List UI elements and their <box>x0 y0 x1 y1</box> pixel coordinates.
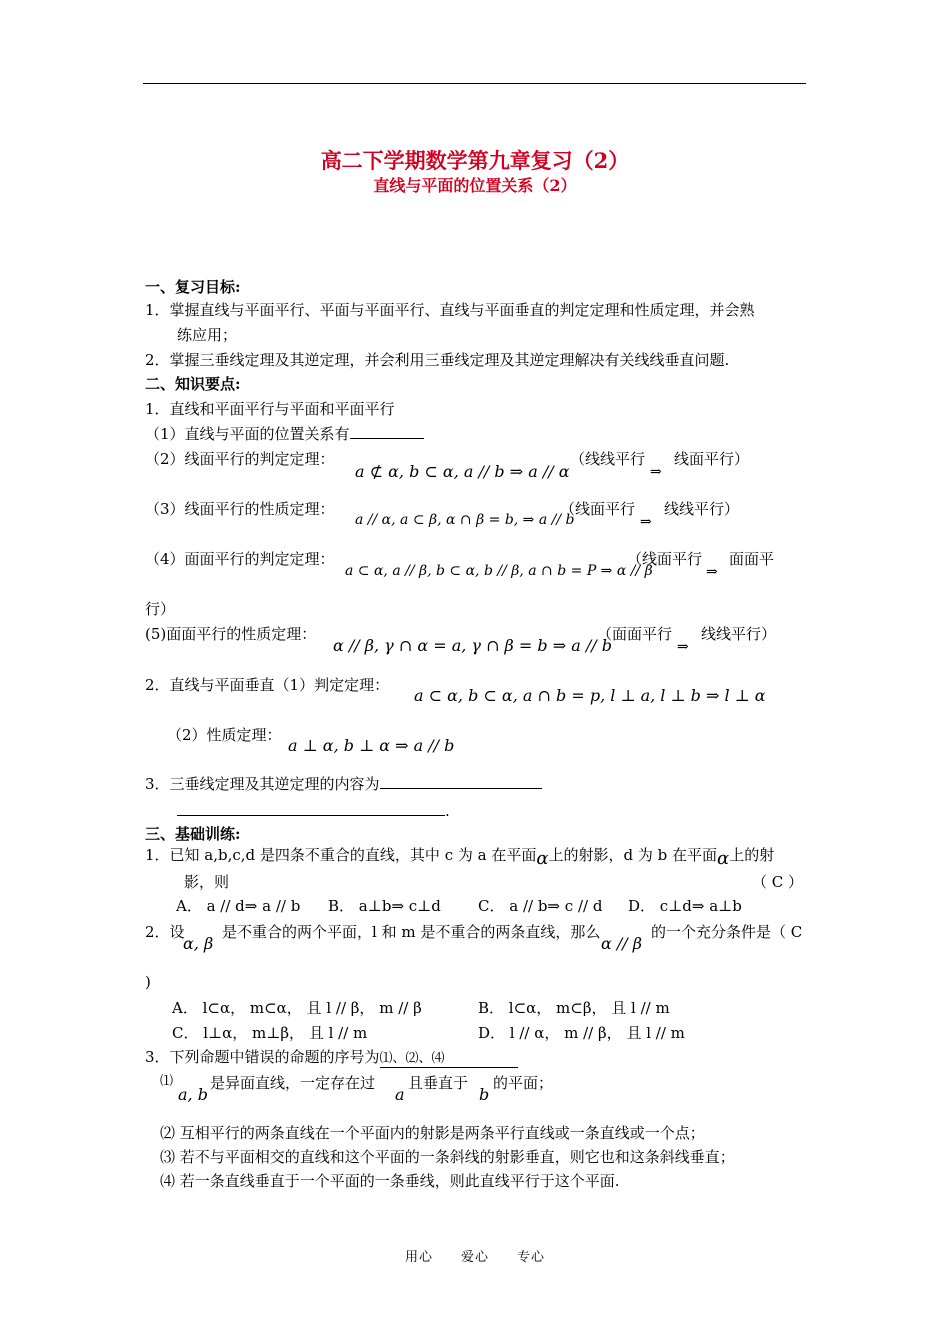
q1-option-b: B． a⊥b⇒ c⊥d <box>328 897 441 915</box>
q2-option-c: C． l⊥α， m⊥β， 且 l // m <box>172 1024 368 1042</box>
header-rule <box>143 83 806 84</box>
blank-line <box>380 787 542 789</box>
topic-1-4-note-b: 面面平 <box>729 550 775 568</box>
q3-1-text-b: 且垂直于 <box>408 1074 469 1092</box>
q1-text-c: 上的射 <box>729 846 775 864</box>
page-title: 高二下学期数学第九章复习（2） <box>320 148 630 173</box>
goal-2: 2．掌握三垂线定理及其逆定理，并会利用三垂线定理及其逆定理解决有关线线垂直问题. <box>145 351 730 369</box>
q1-option-c: C． a // b⇒ c // d <box>478 897 603 915</box>
alpha-symbol: α <box>536 848 549 869</box>
goal-1-line-1: 1．掌握直线与平面平行、平面与平面平行、直线与平面垂直的判定定理和性质定理，并会熟 <box>145 301 755 319</box>
blank-line <box>177 814 445 816</box>
topic-1-4-wrap: 行） <box>145 600 176 618</box>
blank-line <box>350 437 424 439</box>
q3-text: 3．下列命题中错误的命题的序号为 <box>145 1048 380 1066</box>
question-3 <box>145 1048 518 1068</box>
page-subtitle: 直线与平面的位置关系（2） <box>373 176 577 195</box>
topic-1-2-note-b: 线面平行） <box>674 450 750 468</box>
question-2-text-a: 2．设 <box>145 923 185 941</box>
topic-2-2-formula: a ⊥ α, b ⊥ α ⇒ a // b <box>288 736 455 755</box>
question-2-close: ) <box>145 973 151 991</box>
footer-text: 专心 <box>517 1250 546 1265</box>
topic-1-3-formula: a // α, a ⊂ β, α ∩ β = b, ⇒ a // b <box>355 512 575 528</box>
topic-3-line-2 <box>177 802 450 820</box>
question-1-line-1 <box>145 846 774 870</box>
q3-statement-3: ⑶ 若不与平面相交的直线和这个平面的一条斜线的射影垂直，则它也和这条斜线垂直； <box>160 1148 735 1166</box>
q3-answer: ⑴、⑵、⑷ <box>380 1051 518 1068</box>
topic-1-4-formula: a ⊂ α, a // β, b ⊂ α, b // β, a ∩ b = P ⇒ α // β <box>345 563 653 579</box>
q3-statement-4: ⑷ 若一条直线垂直于一个平面的一条垂线，则此直线平行于这个平面. <box>160 1172 620 1190</box>
implies-icon: ⇒ <box>677 639 689 655</box>
section-3-heading: 三、基础训练: <box>145 825 241 843</box>
topic-1-1 <box>145 425 424 443</box>
topic-2-2-label: （2）性质定理： <box>167 726 282 744</box>
topic-1-2-formula: a ⊄ α, b ⊂ α, a // b ⇒ a // α <box>355 462 570 481</box>
page-footer <box>0 1250 950 1266</box>
topic-1-5-label: (5)面面平行的性质定理： <box>145 625 317 643</box>
topic-2-formula: a ⊂ α, b ⊂ α, a ∩ b = p, l ⊥ a, l ⊥ b ⇒ l ⊥ α <box>414 686 766 705</box>
section-1-heading: 一、复习目标: <box>145 278 241 296</box>
topic-1-4-label: （4）面面平行的判定定理： <box>145 550 335 568</box>
topic-1-3-note-b: 线线平行） <box>664 500 740 518</box>
q3-1-var-a: a <box>395 1085 405 1104</box>
section-2-heading: 二、知识要点: <box>145 375 241 393</box>
topic-3-label: 3．三垂线定理及其逆定理的内容为 <box>145 775 380 793</box>
q3-1-number: ⑴ <box>160 1074 174 1089</box>
goal-1-line-2: 练应用； <box>177 326 238 344</box>
topic-1-5-formula: α // β, γ ∩ α = a, γ ∩ β = b ⇒ a // b <box>333 636 612 655</box>
alpha-symbol: α <box>717 848 730 869</box>
implies-icon: ⇒ <box>640 514 652 530</box>
topic-1-2-note-a: （线线平行 <box>570 450 646 468</box>
topic-1-3-note-a: （线面平行 <box>560 500 636 518</box>
implies-icon: ⇒ <box>650 464 662 480</box>
question-1-line-2: 影，则 <box>184 873 230 891</box>
q2-option-b: B． l⊂α， m⊂β， 且 l // m <box>478 999 670 1017</box>
implies-icon: ⇒ <box>706 564 718 580</box>
q1-option-d: D． c⊥d⇒ a⊥b <box>628 897 742 915</box>
q3-1-ab: a, b <box>178 1085 208 1104</box>
q3-1-text-a: 是异面直线，一定存在过 <box>210 1074 376 1092</box>
footer-text: 爱心 <box>460 1250 489 1265</box>
period: . <box>445 802 450 820</box>
q1-text-a: 1．已知 a,b,c,d 是四条不重合的直线，其中 c 为 a 在平面 <box>145 846 537 864</box>
q2-option-a: A． l⊂α， m⊂α， 且 l // β， m // β <box>172 999 422 1017</box>
q3-1-var-b: b <box>479 1085 490 1104</box>
q2-option-d: D． l // α， m // β， 且 l // m <box>478 1024 685 1042</box>
q2-alpha-beta: α, β <box>183 934 214 953</box>
question-2-text-c: 的一个充分条件是（ C <box>651 923 803 941</box>
topic-1-1-label: （1）直线与平面的位置关系有 <box>145 425 350 443</box>
topic-1-5-note-b: 线线平行） <box>701 625 777 643</box>
topic-1: 1．直线和平面平行与平面和平面平行 <box>145 400 395 418</box>
topic-1-2-label: （2）线面平行的判定定理： <box>145 450 335 468</box>
q3-1-text-c: 的平面； <box>493 1074 554 1092</box>
footer-text: 用心 <box>404 1250 433 1265</box>
topic-3 <box>145 775 542 793</box>
q1-text-b: 上的射影，d 为 b 在平面 <box>548 846 718 864</box>
topic-1-4-note-a: （线面平行 <box>627 550 703 568</box>
q2-alpha-par-beta: α // β <box>601 934 643 953</box>
question-1-answer: （ C ） <box>752 873 804 891</box>
topic-1-5-note-a: （面面平行 <box>597 625 673 643</box>
q3-statement-2: ⑵ 互相平行的两条直线在一个平面内的射影是两条平行直线或一条直线或一个点； <box>160 1124 705 1142</box>
topic-1-3-label: （3）线面平行的性质定理： <box>145 500 335 518</box>
topic-2-label: 2．直线与平面垂直（1）判定定理： <box>145 676 390 694</box>
question-2-text-b: 是不重合的两个平面，l 和 m 是不重合的两条直线，那么 <box>222 923 601 941</box>
q1-option-a: A． a // d⇒ a // b <box>176 897 301 915</box>
